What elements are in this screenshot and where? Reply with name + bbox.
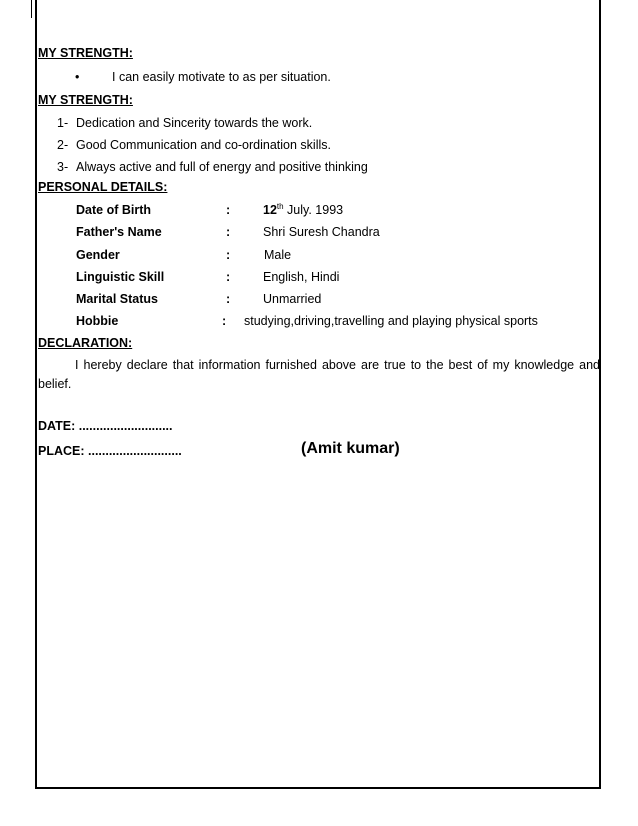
detail-value-dob (263, 203, 343, 217)
strength-item-number: 1- (57, 116, 69, 130)
strength-item-number: 2- (57, 138, 69, 152)
bullet-icon: • (75, 70, 80, 84)
detail-label-language: Linguistic Skill (76, 270, 165, 284)
strength-item: Dedication and Sincerity towards the work. (76, 116, 313, 130)
detail-separator: : (222, 314, 227, 328)
detail-separator: : (226, 270, 231, 284)
dob-day: 12 (263, 203, 277, 217)
detail-label-father: Father's Name (76, 225, 162, 239)
place-field: PLACE: ........................... (38, 444, 182, 458)
detail-label-hobbie: Hobbie (76, 314, 119, 328)
strength-heading-1: MY STRENGTH: (38, 46, 133, 60)
strength-item: Good Communication and co-ordination skills. (76, 138, 331, 152)
declaration-text: I hereby declare that information furnished above are true to the best of my knowledge and belief. (38, 358, 600, 391)
strength-item-number: 3- (57, 160, 69, 174)
detail-separator: : (226, 225, 231, 239)
declaration-heading: DECLARATION: (38, 336, 133, 350)
personal-details-heading: PERSONAL DETAILS: (38, 180, 168, 194)
detail-value-marital: Unmarried (263, 292, 322, 306)
strength-item: Always active and full of energy and positive thinking (76, 160, 368, 174)
strength-item: I can easily motivate to as per situation. (112, 70, 331, 84)
signature-name: (Amit kumar) (301, 440, 400, 457)
detail-separator: : (226, 248, 231, 262)
page-edge-mark (31, 0, 32, 18)
detail-value-gender: Male (264, 248, 292, 262)
detail-value-hobbie: studying,driving,travelling and playing physical sports (244, 314, 538, 328)
detail-label-dob: Date of Birth (76, 203, 151, 217)
detail-value-language: English, Hindi (263, 270, 340, 284)
dob-rest: July. 1993 (283, 203, 344, 217)
strength-heading-2: MY STRENGTH: (38, 93, 133, 107)
detail-value-father: Shri Suresh Chandra (263, 225, 380, 239)
detail-separator: : (226, 203, 231, 217)
detail-separator: : (226, 292, 231, 306)
date-field: DATE: ........................... (38, 419, 173, 433)
dob-suffix: th (276, 201, 284, 211)
detail-label-marital: Marital Status (76, 292, 158, 306)
detail-label-gender: Gender (76, 248, 120, 262)
